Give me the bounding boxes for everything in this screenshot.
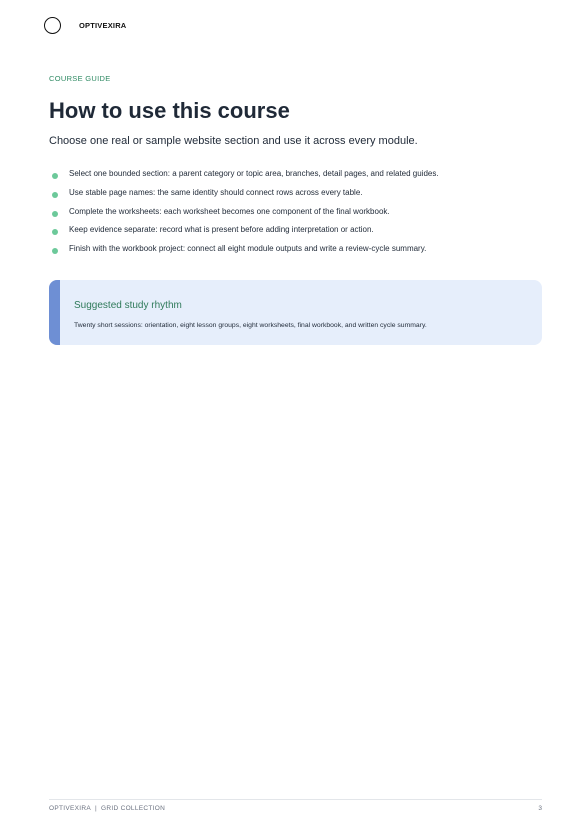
- callout-title: Suggested study rhythm: [74, 300, 182, 311]
- page-subtitle: Choose one real or sample website section and use it across every module.: [49, 135, 418, 147]
- instructions-list: [49, 168, 549, 262]
- list-item-text: Keep evidence separate: record what is present before adding interpretation or action.: [69, 225, 374, 235]
- list-item-text: Use stable page names: the same identity should connect rows across every table.: [69, 187, 363, 197]
- footer-separator: |: [95, 805, 98, 812]
- list-item-text: Finish with the workbook project: connect all eight module outputs and write a review-cycle summary.: [69, 244, 427, 254]
- list-item-text: Select one bounded section: a parent category or topic area, branches, detail pages, and related guides.: [69, 169, 439, 178]
- brand-name: OPTIVEXIRA: [79, 21, 127, 30]
- logo-circle-icon: [44, 17, 61, 34]
- callout-text: Twenty short sessions: orientation, eight lesson groups, eight worksheets, final workbook, and written cycle summary.: [74, 322, 427, 329]
- footer-collection: GRID COLLECTION: [101, 805, 166, 812]
- list-item: [49, 187, 549, 198]
- bullet-dot-icon: [52, 229, 58, 235]
- list-item: [49, 168, 549, 179]
- footer-brand: OPTIVEXIRA: [49, 805, 92, 812]
- callout-accent-bar: [49, 280, 60, 345]
- bullet-dot-icon: [52, 211, 58, 217]
- page-header: [44, 17, 126, 34]
- list-item: [49, 243, 549, 254]
- list-item: [49, 206, 549, 217]
- page-number: 3: [538, 805, 542, 812]
- list-item-text: Complete the worksheets: each worksheet becomes one component of the final workbook.: [69, 206, 390, 216]
- study-rhythm-callout: [49, 280, 542, 345]
- footer-divider: [49, 799, 542, 800]
- footer-label: [49, 805, 165, 812]
- bullet-dot-icon: [52, 248, 58, 254]
- bullet-dot-icon: [52, 173, 58, 179]
- section-eyebrow: COURSE GUIDE: [49, 74, 111, 83]
- bullet-dot-icon: [52, 192, 58, 198]
- page-title: How to use this course: [49, 98, 290, 123]
- list-item: [49, 224, 549, 235]
